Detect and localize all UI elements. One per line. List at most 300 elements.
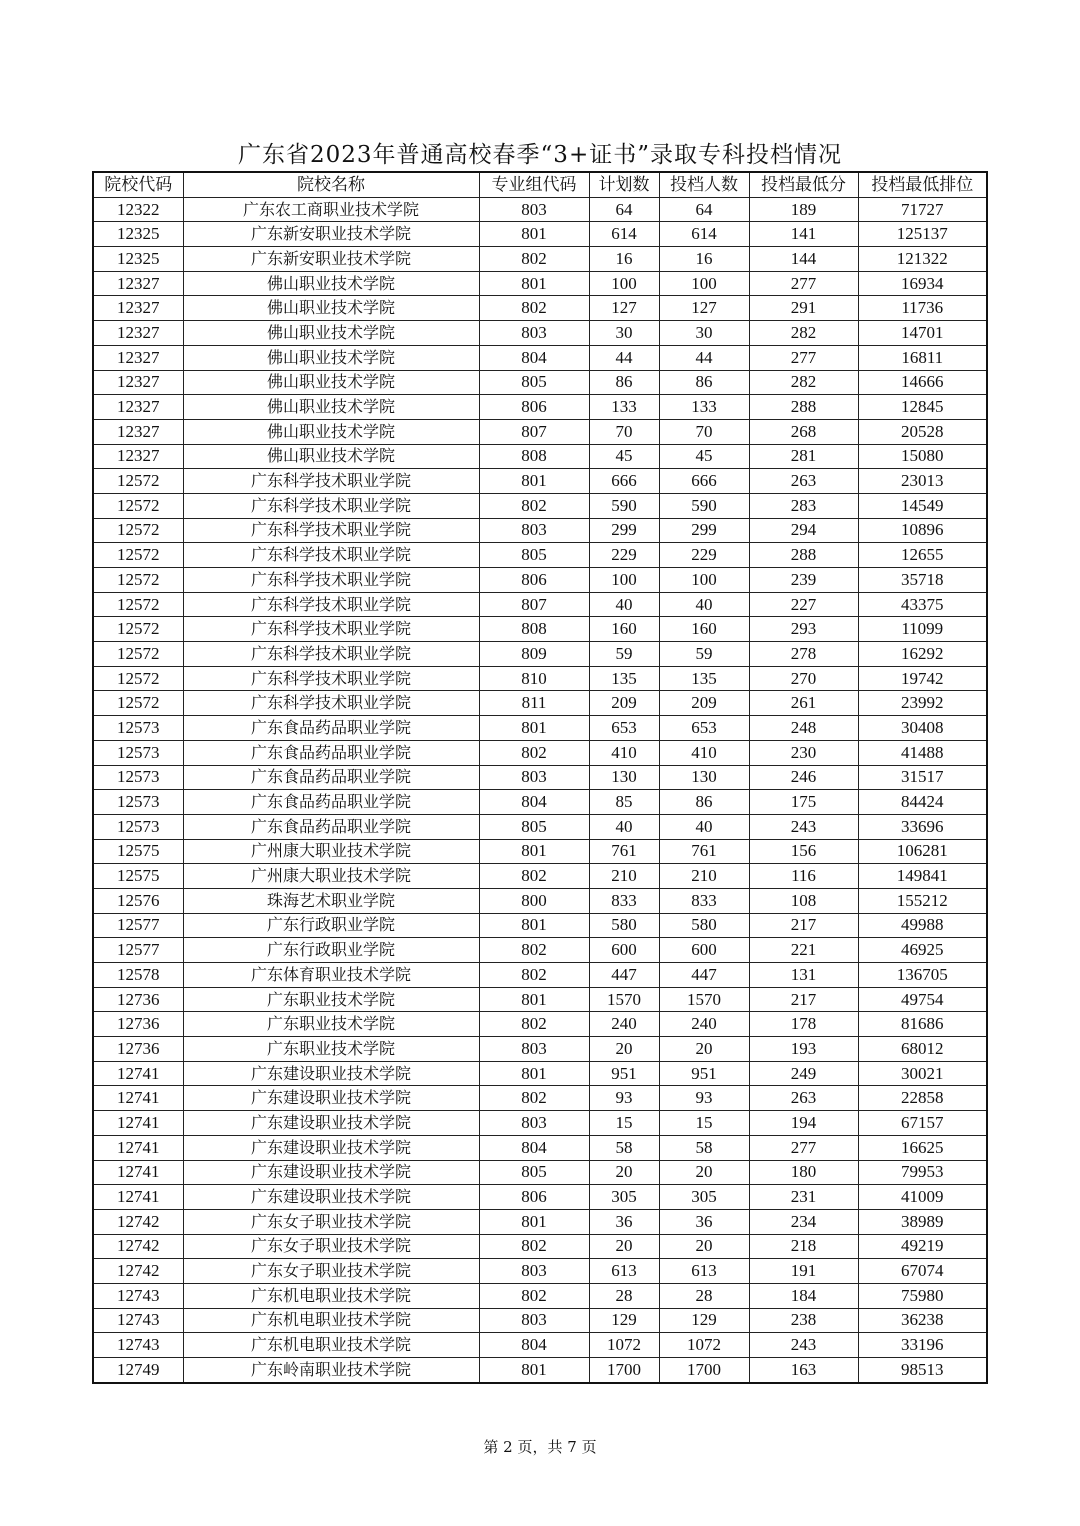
cell-group-code: 800 <box>479 888 589 913</box>
cell-plan-count: 100 <box>589 271 659 296</box>
cell-admitted-count: 1072 <box>659 1333 749 1358</box>
table-row <box>93 568 987 593</box>
cell-min-rank: 12845 <box>858 395 987 420</box>
cell-plan-count: 93 <box>589 1086 659 1111</box>
cell-school-name: 广东科学技术职业学院 <box>183 493 479 518</box>
cell-admitted-count: 653 <box>659 716 749 741</box>
cell-group-code: 806 <box>479 1185 589 1210</box>
cell-plan-count: 130 <box>589 765 659 790</box>
cell-min-score: 231 <box>749 1185 858 1210</box>
cell-school-code: 12327 <box>93 345 183 370</box>
cell-admitted-count: 1570 <box>659 987 749 1012</box>
table-header-row <box>93 172 987 197</box>
cell-admitted-count: 761 <box>659 839 749 864</box>
cell-school-code: 12573 <box>93 814 183 839</box>
cell-group-code: 802 <box>479 296 589 321</box>
cell-school-code: 12572 <box>93 642 183 667</box>
cell-group-code: 801 <box>479 469 589 494</box>
cell-plan-count: 613 <box>589 1259 659 1284</box>
table-row <box>93 963 987 988</box>
cell-plan-count: 45 <box>589 444 659 469</box>
cell-min-score: 239 <box>749 568 858 593</box>
cell-min-rank: 136705 <box>858 963 987 988</box>
cell-school-code: 12742 <box>93 1209 183 1234</box>
cell-group-code: 805 <box>479 1160 589 1185</box>
cell-school-code: 12573 <box>93 765 183 790</box>
cell-min-rank: 35718 <box>858 568 987 593</box>
cell-school-code: 12572 <box>93 691 183 716</box>
table-row <box>93 1259 987 1284</box>
table-row <box>93 543 987 568</box>
cell-admitted-count: 93 <box>659 1086 749 1111</box>
cell-school-name: 珠海艺术职业学院 <box>183 888 479 913</box>
cell-group-code: 811 <box>479 691 589 716</box>
cell-min-rank: 16292 <box>858 642 987 667</box>
cell-group-code: 803 <box>479 1259 589 1284</box>
cell-school-name: 广东机电职业技术学院 <box>183 1283 479 1308</box>
cell-plan-count: 833 <box>589 888 659 913</box>
cell-school-name: 广东岭南职业技术学院 <box>183 1358 479 1383</box>
cell-school-name: 广州康大职业技术学院 <box>183 864 479 889</box>
cell-group-code: 803 <box>479 1111 589 1136</box>
cell-plan-count: 40 <box>589 592 659 617</box>
cell-school-code: 12572 <box>93 568 183 593</box>
table-row <box>93 296 987 321</box>
cell-min-rank: 106281 <box>858 839 987 864</box>
cell-min-score: 278 <box>749 642 858 667</box>
cell-school-name: 广东建设职业技术学院 <box>183 1135 479 1160</box>
cell-school-name: 广东科学技术职业学院 <box>183 543 479 568</box>
cell-plan-count: 614 <box>589 222 659 247</box>
cell-min-score: 288 <box>749 543 858 568</box>
cell-plan-count: 16 <box>589 247 659 272</box>
cell-group-code: 802 <box>479 1012 589 1037</box>
cell-school-code: 12742 <box>93 1234 183 1259</box>
table-row <box>93 1283 987 1308</box>
cell-plan-count: 1570 <box>589 987 659 1012</box>
cell-min-score: 246 <box>749 765 858 790</box>
cell-plan-count: 240 <box>589 1012 659 1037</box>
cell-group-code: 803 <box>479 1037 589 1062</box>
cell-min-score: 243 <box>749 1333 858 1358</box>
cell-admitted-count: 15 <box>659 1111 749 1136</box>
table-row <box>93 888 987 913</box>
cell-plan-count: 600 <box>589 938 659 963</box>
cell-plan-count: 85 <box>589 790 659 815</box>
cell-group-code: 803 <box>479 1308 589 1333</box>
cell-school-code: 12576 <box>93 888 183 913</box>
cell-plan-count: 15 <box>589 1111 659 1136</box>
cell-school-name: 广东体育职业技术学院 <box>183 963 479 988</box>
cell-min-rank: 33196 <box>858 1333 987 1358</box>
cell-plan-count: 580 <box>589 913 659 938</box>
cell-school-name: 广东女子职业技术学院 <box>183 1209 479 1234</box>
cell-plan-count: 305 <box>589 1185 659 1210</box>
column-header-school-name: 院校名称 <box>183 172 479 197</box>
cell-min-score: 193 <box>749 1037 858 1062</box>
cell-group-code: 801 <box>479 839 589 864</box>
admission-table <box>92 171 988 1384</box>
cell-admitted-count: 36 <box>659 1209 749 1234</box>
cell-min-rank: 16811 <box>858 345 987 370</box>
cell-min-rank: 20528 <box>858 419 987 444</box>
table-row <box>93 691 987 716</box>
cell-school-code: 12575 <box>93 864 183 889</box>
cell-min-rank: 38989 <box>858 1209 987 1234</box>
cell-min-score: 281 <box>749 444 858 469</box>
table-row <box>93 987 987 1012</box>
cell-school-name: 佛山职业技术学院 <box>183 321 479 346</box>
cell-min-score: 218 <box>749 1234 858 1259</box>
cell-group-code: 810 <box>479 666 589 691</box>
cell-min-rank: 33696 <box>858 814 987 839</box>
cell-school-name: 广东行政职业学院 <box>183 913 479 938</box>
cell-plan-count: 127 <box>589 296 659 321</box>
cell-min-rank: 41009 <box>858 1185 987 1210</box>
table-row <box>93 345 987 370</box>
cell-school-code: 12573 <box>93 790 183 815</box>
cell-min-score: 261 <box>749 691 858 716</box>
cell-plan-count: 59 <box>589 642 659 667</box>
table-row <box>93 765 987 790</box>
cell-school-name: 佛山职业技术学院 <box>183 271 479 296</box>
cell-school-code: 12572 <box>93 518 183 543</box>
cell-school-code: 12578 <box>93 963 183 988</box>
column-header-group-code: 专业组代码 <box>479 172 589 197</box>
cell-school-code: 12742 <box>93 1259 183 1284</box>
cell-plan-count: 20 <box>589 1160 659 1185</box>
cell-min-rank: 31517 <box>858 765 987 790</box>
column-header-admitted-count: 投档人数 <box>659 172 749 197</box>
cell-admitted-count: 28 <box>659 1283 749 1308</box>
cell-group-code: 807 <box>479 592 589 617</box>
table-row <box>93 814 987 839</box>
cell-min-score: 270 <box>749 666 858 691</box>
table-row <box>93 1234 987 1259</box>
table-row <box>93 321 987 346</box>
table-row <box>93 1209 987 1234</box>
cell-min-rank: 11736 <box>858 296 987 321</box>
table-row <box>93 1012 987 1037</box>
cell-plan-count: 1700 <box>589 1358 659 1383</box>
cell-min-rank: 30408 <box>858 716 987 741</box>
cell-school-name: 广东食品药品职业学院 <box>183 814 479 839</box>
cell-min-score: 263 <box>749 1086 858 1111</box>
cell-group-code: 801 <box>479 716 589 741</box>
cell-min-score: 293 <box>749 617 858 642</box>
cell-school-name: 广东科学技术职业学院 <box>183 691 479 716</box>
cell-min-rank: 16934 <box>858 271 987 296</box>
cell-min-score: 294 <box>749 518 858 543</box>
cell-min-rank: 67074 <box>858 1259 987 1284</box>
cell-plan-count: 30 <box>589 321 659 346</box>
cell-group-code: 804 <box>479 1135 589 1160</box>
table-row <box>93 395 987 420</box>
table-row <box>93 642 987 667</box>
cell-min-score: 282 <box>749 370 858 395</box>
cell-min-rank: 49988 <box>858 913 987 938</box>
column-header-plan-count: 计划数 <box>589 172 659 197</box>
cell-school-name: 广东科学技术职业学院 <box>183 617 479 642</box>
cell-school-code: 12736 <box>93 987 183 1012</box>
cell-admitted-count: 64 <box>659 197 749 222</box>
cell-school-name: 广东行政职业学院 <box>183 938 479 963</box>
cell-min-score: 248 <box>749 716 858 741</box>
cell-admitted-count: 410 <box>659 740 749 765</box>
cell-admitted-count: 59 <box>659 642 749 667</box>
table-row <box>93 1308 987 1333</box>
cell-plan-count: 447 <box>589 963 659 988</box>
cell-min-score: 277 <box>749 345 858 370</box>
cell-min-score: 277 <box>749 1135 858 1160</box>
table-row <box>93 419 987 444</box>
cell-admitted-count: 20 <box>659 1037 749 1062</box>
cell-min-rank: 43375 <box>858 592 987 617</box>
cell-school-code: 12327 <box>93 395 183 420</box>
cell-school-name: 广州康大职业技术学院 <box>183 839 479 864</box>
cell-school-name: 广东科学技术职业学院 <box>183 568 479 593</box>
cell-admitted-count: 20 <box>659 1160 749 1185</box>
cell-plan-count: 135 <box>589 666 659 691</box>
cell-admitted-count: 40 <box>659 592 749 617</box>
cell-admitted-count: 210 <box>659 864 749 889</box>
cell-admitted-count: 160 <box>659 617 749 642</box>
cell-min-score: 230 <box>749 740 858 765</box>
cell-admitted-count: 16 <box>659 247 749 272</box>
cell-admitted-count: 240 <box>659 1012 749 1037</box>
cell-min-score: 194 <box>749 1111 858 1136</box>
cell-plan-count: 100 <box>589 568 659 593</box>
cell-admitted-count: 100 <box>659 271 749 296</box>
cell-school-name: 广东科学技术职业学院 <box>183 469 479 494</box>
cell-school-code: 12743 <box>93 1333 183 1358</box>
cell-admitted-count: 1700 <box>659 1358 749 1383</box>
cell-school-name: 佛山职业技术学院 <box>183 395 479 420</box>
cell-min-score: 217 <box>749 987 858 1012</box>
cell-admitted-count: 229 <box>659 543 749 568</box>
cell-school-code: 12572 <box>93 592 183 617</box>
cell-group-code: 802 <box>479 493 589 518</box>
cell-plan-count: 44 <box>589 345 659 370</box>
table-body <box>93 197 987 1383</box>
cell-admitted-count: 580 <box>659 913 749 938</box>
cell-plan-count: 410 <box>589 740 659 765</box>
cell-school-code: 12741 <box>93 1061 183 1086</box>
cell-school-code: 12572 <box>93 469 183 494</box>
cell-plan-count: 761 <box>589 839 659 864</box>
cell-min-rank: 16625 <box>858 1135 987 1160</box>
cell-school-code: 12327 <box>93 321 183 346</box>
cell-min-rank: 68012 <box>858 1037 987 1062</box>
cell-plan-count: 28 <box>589 1283 659 1308</box>
cell-admitted-count: 590 <box>659 493 749 518</box>
cell-plan-count: 20 <box>589 1037 659 1062</box>
cell-school-code: 12327 <box>93 370 183 395</box>
cell-group-code: 802 <box>479 1234 589 1259</box>
cell-min-score: 189 <box>749 197 858 222</box>
table-row <box>93 1185 987 1210</box>
cell-plan-count: 58 <box>589 1135 659 1160</box>
cell-group-code: 802 <box>479 1086 589 1111</box>
cell-min-rank: 36238 <box>858 1308 987 1333</box>
cell-min-score: 141 <box>749 222 858 247</box>
table-row <box>93 247 987 272</box>
cell-school-code: 12327 <box>93 296 183 321</box>
cell-group-code: 805 <box>479 543 589 568</box>
cell-plan-count: 129 <box>589 1308 659 1333</box>
table-row <box>93 197 987 222</box>
cell-group-code: 802 <box>479 864 589 889</box>
cell-group-code: 808 <box>479 444 589 469</box>
cell-min-score: 268 <box>749 419 858 444</box>
cell-group-code: 801 <box>479 987 589 1012</box>
cell-min-rank: 67157 <box>858 1111 987 1136</box>
cell-school-name: 广东食品药品职业学院 <box>183 790 479 815</box>
cell-min-rank: 49219 <box>858 1234 987 1259</box>
page-footer: 第 2 页，共 7 页 <box>483 1438 597 1456</box>
table-row <box>93 592 987 617</box>
document-title: 广东省2023年普通高校春季“3+证书”录取专科投档情况 <box>238 142 842 168</box>
cell-min-rank: 14666 <box>858 370 987 395</box>
table-row <box>93 1160 987 1185</box>
cell-min-score: 156 <box>749 839 858 864</box>
cell-group-code: 801 <box>479 1061 589 1086</box>
table-row <box>93 469 987 494</box>
table-row <box>93 716 987 741</box>
cell-admitted-count: 600 <box>659 938 749 963</box>
cell-min-rank: 98513 <box>858 1358 987 1383</box>
cell-min-score: 131 <box>749 963 858 988</box>
cell-school-name: 佛山职业技术学院 <box>183 296 479 321</box>
cell-group-code: 801 <box>479 913 589 938</box>
cell-min-score: 116 <box>749 864 858 889</box>
cell-min-rank: 22858 <box>858 1086 987 1111</box>
cell-school-name: 广东科学技术职业学院 <box>183 518 479 543</box>
column-header-school-code: 院校代码 <box>93 172 183 197</box>
cell-group-code: 802 <box>479 1283 589 1308</box>
cell-min-score: 180 <box>749 1160 858 1185</box>
table-row <box>93 444 987 469</box>
cell-school-code: 12572 <box>93 666 183 691</box>
cell-group-code: 802 <box>479 740 589 765</box>
cell-school-name: 佛山职业技术学院 <box>183 444 479 469</box>
cell-admitted-count: 135 <box>659 666 749 691</box>
cell-group-code: 809 <box>479 642 589 667</box>
table-row <box>93 271 987 296</box>
cell-admitted-count: 86 <box>659 370 749 395</box>
table-row <box>93 1061 987 1086</box>
table-row <box>93 222 987 247</box>
cell-min-score: 227 <box>749 592 858 617</box>
cell-min-rank: 121322 <box>858 247 987 272</box>
cell-admitted-count: 44 <box>659 345 749 370</box>
cell-school-name: 广东女子职业技术学院 <box>183 1259 479 1284</box>
cell-plan-count: 299 <box>589 518 659 543</box>
cell-group-code: 805 <box>479 370 589 395</box>
cell-min-score: 234 <box>749 1209 858 1234</box>
cell-admitted-count: 40 <box>659 814 749 839</box>
cell-min-score: 249 <box>749 1061 858 1086</box>
table-row <box>93 790 987 815</box>
cell-school-code: 12572 <box>93 617 183 642</box>
cell-school-name: 广东职业技术学院 <box>183 987 479 1012</box>
cell-school-code: 12575 <box>93 839 183 864</box>
table-row <box>93 1111 987 1136</box>
cell-group-code: 802 <box>479 938 589 963</box>
cell-school-name: 佛山职业技术学院 <box>183 370 479 395</box>
cell-min-rank: 14701 <box>858 321 987 346</box>
cell-school-code: 12325 <box>93 222 183 247</box>
cell-school-name: 广东建设职业技术学院 <box>183 1160 479 1185</box>
cell-min-score: 221 <box>749 938 858 963</box>
cell-school-name: 广东职业技术学院 <box>183 1037 479 1062</box>
cell-plan-count: 1072 <box>589 1333 659 1358</box>
cell-plan-count: 210 <box>589 864 659 889</box>
cell-school-code: 12741 <box>93 1111 183 1136</box>
cell-plan-count: 64 <box>589 197 659 222</box>
cell-min-score: 291 <box>749 296 858 321</box>
cell-min-rank: 75980 <box>858 1283 987 1308</box>
cell-admitted-count: 951 <box>659 1061 749 1086</box>
cell-min-rank: 71727 <box>858 197 987 222</box>
cell-min-score: 282 <box>749 321 858 346</box>
cell-group-code: 803 <box>479 518 589 543</box>
column-header-min-rank: 投档最低排位 <box>858 172 987 197</box>
cell-school-code: 12743 <box>93 1308 183 1333</box>
cell-plan-count: 229 <box>589 543 659 568</box>
cell-group-code: 801 <box>479 222 589 247</box>
cell-min-score: 217 <box>749 913 858 938</box>
cell-min-score: 184 <box>749 1283 858 1308</box>
cell-plan-count: 36 <box>589 1209 659 1234</box>
cell-school-code: 12573 <box>93 740 183 765</box>
cell-school-name: 广东农工商职业技术学院 <box>183 197 479 222</box>
cell-school-code: 12572 <box>93 493 183 518</box>
cell-min-rank: 15080 <box>858 444 987 469</box>
cell-group-code: 806 <box>479 395 589 420</box>
cell-school-code: 12577 <box>93 938 183 963</box>
cell-min-rank: 79953 <box>858 1160 987 1185</box>
cell-min-rank: 149841 <box>858 864 987 889</box>
cell-min-rank: 23013 <box>858 469 987 494</box>
cell-school-code: 12741 <box>93 1135 183 1160</box>
cell-group-code: 802 <box>479 247 589 272</box>
cell-min-score: 175 <box>749 790 858 815</box>
column-header-min-score: 投档最低分 <box>749 172 858 197</box>
cell-school-name: 广东新安职业技术学院 <box>183 247 479 272</box>
cell-school-code: 12572 <box>93 543 183 568</box>
cell-school-code: 12749 <box>93 1358 183 1383</box>
table-row <box>93 1358 987 1383</box>
cell-school-name: 广东机电职业技术学院 <box>183 1333 479 1358</box>
table-row <box>93 839 987 864</box>
cell-min-score: 191 <box>749 1259 858 1284</box>
cell-admitted-count: 833 <box>659 888 749 913</box>
cell-group-code: 802 <box>479 963 589 988</box>
cell-school-code: 12741 <box>93 1086 183 1111</box>
cell-admitted-count: 614 <box>659 222 749 247</box>
cell-admitted-count: 666 <box>659 469 749 494</box>
cell-min-score: 277 <box>749 271 858 296</box>
cell-min-rank: 14549 <box>858 493 987 518</box>
table-row <box>93 1333 987 1358</box>
cell-plan-count: 20 <box>589 1234 659 1259</box>
cell-school-code: 12573 <box>93 716 183 741</box>
cell-group-code: 803 <box>479 197 589 222</box>
table-row <box>93 370 987 395</box>
cell-min-rank: 30021 <box>858 1061 987 1086</box>
cell-admitted-count: 100 <box>659 568 749 593</box>
